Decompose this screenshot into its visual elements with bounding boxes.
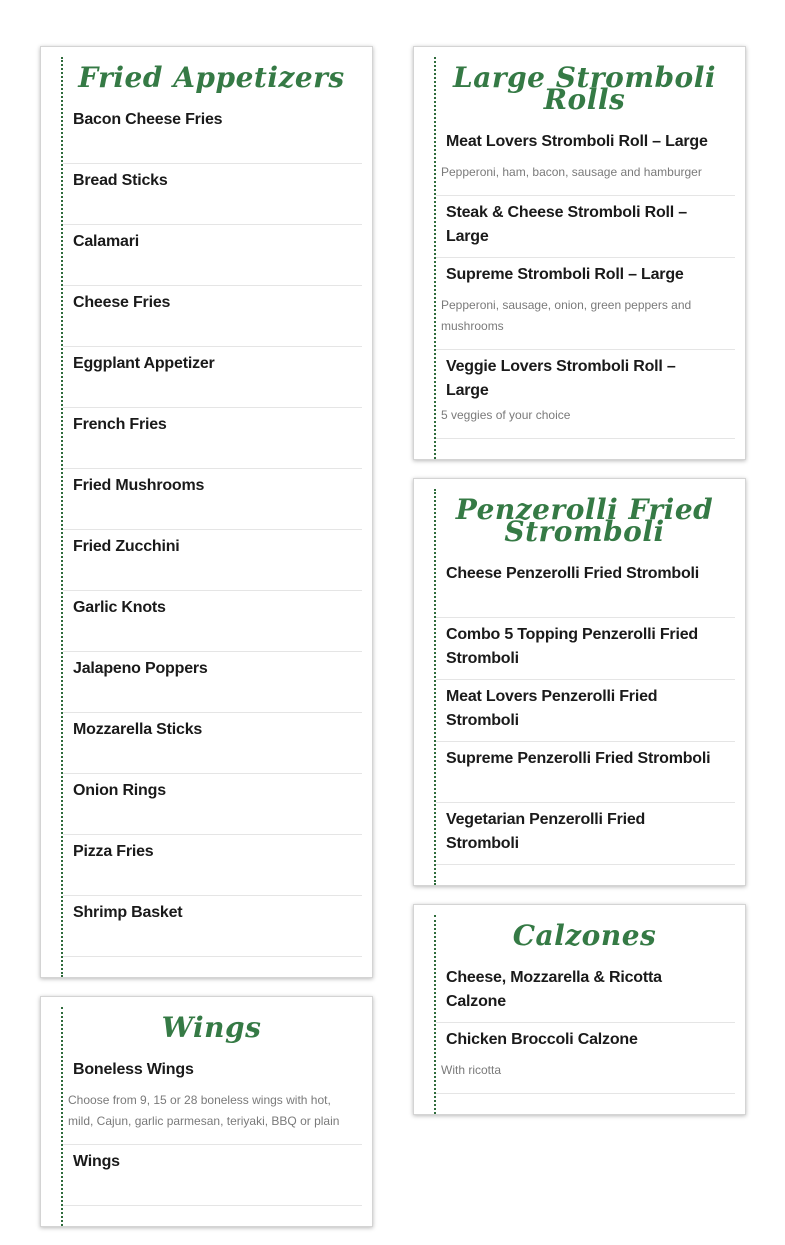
- menu-item-name[interactable]: Chicken Broccoli Calzone: [446, 1031, 638, 1048]
- menu-card-penzerolli-fried-stromboli: [413, 478, 746, 886]
- menu-item[interactable]: [436, 125, 735, 196]
- menu-item-list: [436, 557, 735, 865]
- menu-item-name[interactable]: Cheese, Mozzarella & Ricotta Calzone: [446, 969, 662, 1010]
- menu-item[interactable]: [63, 591, 362, 652]
- menu-item-name[interactable]: Jalapeno Poppers: [73, 660, 208, 677]
- menu-item-name[interactable]: Steak & Cheese Stromboli Roll – Large: [446, 204, 687, 245]
- section-title: Penzerolli Fried Stromboli: [455, 493, 714, 548]
- menu-item-name[interactable]: Eggplant Appetizer: [73, 355, 215, 372]
- menu-item-list: [436, 961, 735, 1094]
- menu-item-name[interactable]: Shrimp Basket: [73, 904, 183, 921]
- menu-item-name[interactable]: Garlic Knots: [73, 599, 166, 616]
- menu-column-right: [413, 46, 746, 1133]
- menu-item-description: Choose from 9, 15 or 28 boneless wings with hot, mild, Cajun, garlic parmesan, teriyaki, BBQ or plain: [68, 1093, 340, 1128]
- menu-card-fried-appetizers: [40, 46, 373, 978]
- menu-item-name[interactable]: Boneless Wings: [73, 1061, 194, 1078]
- menu-item[interactable]: [436, 742, 735, 803]
- menu-item-name[interactable]: Calamari: [73, 233, 139, 250]
- menu-item-description: With ricotta: [441, 1063, 502, 1077]
- menu-item-name[interactable]: Supreme Stromboli Roll – Large: [446, 266, 684, 283]
- menu-item-name[interactable]: Mozzarella Sticks: [73, 721, 203, 738]
- menu-item-name[interactable]: Veggie Lovers Stromboli Roll – Large: [446, 358, 676, 399]
- menu-item[interactable]: [63, 164, 362, 225]
- menu-item[interactable]: [63, 713, 362, 774]
- menu-item[interactable]: [436, 258, 735, 350]
- menu-item-list: [63, 103, 362, 957]
- menu-item[interactable]: [63, 225, 362, 286]
- section-title: Wings: [161, 1011, 262, 1044]
- menu-item[interactable]: [63, 774, 362, 835]
- menu-item[interactable]: [63, 286, 362, 347]
- menu-item-name[interactable]: Onion Rings: [73, 782, 166, 799]
- menu-column-left: [40, 46, 373, 1245]
- menu-item-description: Pepperoni, ham, bacon, sausage and hamburger: [441, 165, 702, 179]
- section-title: Fried Appetizers: [78, 61, 345, 94]
- menu-item[interactable]: [63, 347, 362, 408]
- menu-item[interactable]: [63, 835, 362, 896]
- menu-item[interactable]: [63, 530, 362, 591]
- menu-item-name[interactable]: Fried Zucchini: [73, 538, 180, 555]
- menu-item[interactable]: [436, 618, 735, 680]
- menu-item[interactable]: [436, 557, 735, 618]
- menu-item-name[interactable]: Cheese Fries: [73, 294, 171, 311]
- menu-item[interactable]: [63, 408, 362, 469]
- menu-item[interactable]: [63, 103, 362, 164]
- menu-item-list: [63, 1053, 362, 1206]
- menu-card-wings: [40, 996, 373, 1227]
- menu-item-name[interactable]: Vegetarian Penzerolli Fried Stromboli: [446, 811, 646, 852]
- menu-item[interactable]: [436, 1023, 735, 1094]
- menu-item[interactable]: [436, 961, 735, 1023]
- menu-card-large-stromboli-rolls: [413, 46, 746, 460]
- menu-item-name[interactable]: Bacon Cheese Fries: [73, 111, 223, 128]
- menu-item[interactable]: [63, 469, 362, 530]
- menu-item-name[interactable]: Meat Lovers Stromboli Roll – Large: [446, 133, 708, 150]
- menu-item-name[interactable]: Combo 5 Topping Penzerolli Fried Stromboli: [446, 626, 698, 667]
- menu-item[interactable]: [63, 1053, 362, 1145]
- menu-item[interactable]: [436, 350, 735, 439]
- section-title: Calzones: [512, 919, 657, 952]
- menu-item[interactable]: [436, 803, 735, 865]
- menu-item[interactable]: [436, 680, 735, 742]
- menu-item-name[interactable]: Supreme Penzerolli Fried Stromboli: [446, 750, 711, 767]
- menu-item-name[interactable]: Fried Mushrooms: [73, 477, 205, 494]
- menu-item[interactable]: [63, 896, 362, 957]
- menu-item-name[interactable]: Pizza Fries: [73, 843, 154, 860]
- menu-item-name[interactable]: French Fries: [73, 416, 167, 433]
- menu-card-calzones: [413, 904, 746, 1115]
- menu-item[interactable]: [63, 652, 362, 713]
- section-title: Large Stromboli Rolls: [453, 61, 716, 116]
- menu-item-description: 5 veggies of your choice: [441, 408, 571, 422]
- menu-item[interactable]: [63, 1145, 362, 1206]
- menu-item-name[interactable]: Cheese Penzerolli Fried Stromboli: [446, 565, 700, 582]
- menu-item-name[interactable]: Wings: [73, 1153, 120, 1170]
- menu-item-name[interactable]: Bread Sticks: [73, 172, 168, 189]
- menu-item-description: Pepperoni, sausage, onion, green peppers and mushrooms: [441, 298, 692, 333]
- menu-item-name[interactable]: Meat Lovers Penzerolli Fried Stromboli: [446, 688, 658, 729]
- menu-item[interactable]: [436, 196, 735, 258]
- menu-item-list: [436, 125, 735, 439]
